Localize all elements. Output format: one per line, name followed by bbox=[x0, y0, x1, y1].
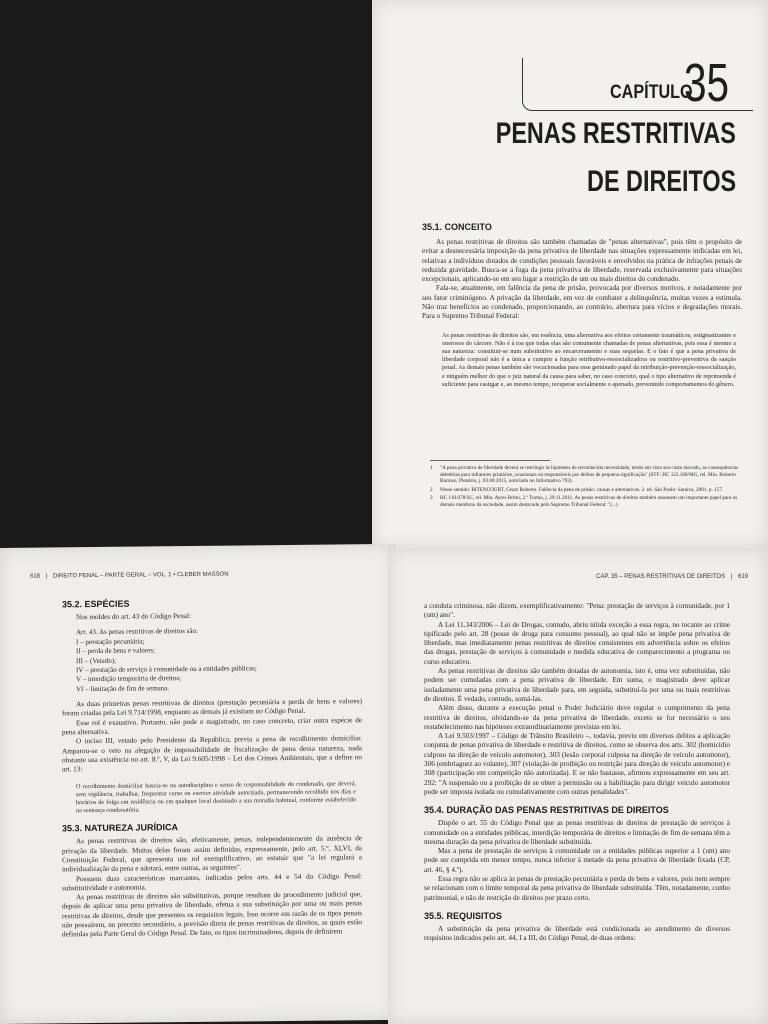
paragraph: A Lei 9.503/1997 – Código de Trânsito Brasileiro –, todavia, previu em diversos delitos a aplicação conjunta de penas privativa de liberdade e restritiva de direitos, como se observa dos arts. 302 (homicídio culposo na direção de veículo automotor), 303 (lesão corporal culposa na direção de veículo automotor), 306 (embriaguez ao volante), 307 (violação de proibição ou restrição para direção de veículo automotor) e 308 (participação em competição não autorizada). E se não bastasse, afirmou expressamente em seu art. 292: "A suspensão ou a proibição de se obter a permissão ou a habilitação para dirigir veículo automotor pode ser imposta isolada ou cumulativamente com outras penalidades". bbox=[424, 732, 730, 796]
footnote bbox=[430, 495, 740, 508]
article-title: Art. 43. As penas restritivas de direitos são: bbox=[76, 627, 198, 637]
block-quote: As penas restritivas de direitos são, em essência, uma alternativa aos efeitos certamente traumáticos, estigmatizantes e onerosos do cárcere. Não é à toa que todas elas são comumente chamadas de penas alternativas, pois essa é mesmo a sua natureza: constituir-se num substitutivo ao encarceramento e suas sequelas. E o fato é que a pena privativa de liberdade corporal não é a única a cumprir a função retributivo-ressocializadora ou restritivo-preventiva da sanção penal. As demais penas também são vocacionadas para esse geminado papel da retribuição-prevenção-ressocialização, e ninguém melhor do que o juiz natural da causa para saber, no caso concreto, qual o tipo alternativo de reprimenda é suficiente para castigar e, ao mesmo tempo, recuperar socialmente o apenado, prevenindo comportamentos do gênero. bbox=[442, 331, 736, 388]
paragraph: Nos moldes do art. 43 do Código Penal: bbox=[76, 611, 191, 622]
article-item: V – interdição temporária de direitos; bbox=[76, 674, 182, 684]
running-header: CAP. 35 – PENAS RESTRITIVAS DE DIREITOS | 619 bbox=[596, 574, 748, 580]
paragraph: Essa regra não se aplica às penas de prestação pecuniária e perda de bens e valores, pois nem sempre se relacionam com o limite temporal da pena privativa de liberdade substituída. Têm, notadamente, cunho patrimonial, e não de restrição de direitos por prazo certo. bbox=[424, 875, 730, 902]
chapter-label: CAPÍTULO bbox=[610, 82, 693, 103]
section-heading: 35.5. REQUISITOS bbox=[424, 910, 502, 921]
paragraph: a conduta criminosa, não dizem, exemplificativamente: "Pena: prestação de serviços à comunidade, por 1 (um) ano". bbox=[424, 602, 730, 620]
right-page-body bbox=[424, 602, 730, 944]
paragraph: As penas restritivas de direitos são substitutivas, porque resultam do procedimento judicial que, depois de aplicar uma pena privativa de liberdade, efetua a sua substituição por uma ou mais penas restritivas de direitos, desde que presentes os requisitos legais. Isso ocorre em razão de os tipos penais não possuírem, no preceito secundário, a previsão direta de penas restritivas de direitos, as quais estão definidas pela Parte Geral do Código Penal. De fato, os tipos incriminadores, depois de definirem bbox=[62, 890, 362, 939]
article-43 bbox=[76, 626, 362, 695]
right-page-619 bbox=[388, 548, 768, 1024]
footnote-number: 3 bbox=[430, 495, 433, 502]
article-item: IV – prestação de serviço à comunidade ou a entidades públicas; bbox=[76, 664, 257, 675]
running-head-text: DIREITO PENAL – PARTE GERAL – VOL. 1 • CLEBER MASSON bbox=[52, 571, 229, 580]
article-item: II – perda de bens e valores; bbox=[76, 646, 155, 656]
footnote bbox=[430, 465, 740, 485]
article-item: I – prestação pecuniária; bbox=[76, 637, 145, 646]
chapter-title-line-2: DE DIREITOS bbox=[586, 165, 736, 198]
section-heading: 35.2. ESPÉCIES bbox=[62, 598, 130, 610]
footnote-text: HC 110.078/SC, rel. Min. Ayres Britto, 2.ª Turma, j. 29.11.2011. As penas restritivas de direitos também assumem um importante papel para os demais membros da sociedade, assim destacado pelo Supremo Tribunal Federal: "(...) bbox=[440, 495, 738, 508]
block-quote: O recolhimento domiciliar baseia-se na autodisciplina e senso de responsabilidade do condenado, que deverá, sem vigilância, trabalhar, frequentar curso ou exercer atividade autorizada, permanecendo recolhido nos dias e horários de folga em residência ou em qualquer local destinado a sua moradia habitual, conforme estabelecido na sentença condenatória. bbox=[76, 779, 356, 815]
footnote-text: Nesse sentido: BITENCOURT, Cezar Roberto. Falência da pena de prisão: causas e alternativas. 2. ed. São Paulo: Saraiva, 2001. p. 157. bbox=[440, 486, 724, 493]
paragraph: Fala-se, atualmente, em falência da pena de prisão, provocada por diversos motivos, e notadamente por seu fator criminógeno. A privação da liberdade, em vez de combater a delinquência, muitas vezes a estimula. Não traz benefícios ao condenado, proporcionando, ao contrário, abertura para vícios e degradações morais. Para o Supremo Tribunal Federal: bbox=[422, 284, 742, 321]
page-number: 619 bbox=[737, 574, 748, 580]
running-head-text: CAP. 35 – PENAS RESTRITIVAS DE DIREITOS bbox=[596, 574, 726, 580]
footnote-number: 2 bbox=[430, 486, 433, 493]
paragraph: As penas restritivas de direitos são também chamadas de "penas alternativas", pois têm o propósito de evitar a desnecessária imposição da pena privativa de liberdade nas situações expressamente indicadas em lei, relativas a indivíduos dotados de condições pessoais favoráveis e envolvidos na prática de infrações penais de reduzida gravidade. Busca-se a fuga da pena privativa de liberdade, reservada exclusivamente para situações excepcionais, aplicando-se em seu lugar a restrição de um ou mais direitos do condenado. bbox=[422, 238, 742, 284]
section-35-1 bbox=[422, 222, 742, 389]
section-heading: 35.3. NATUREZA JURÍDICA bbox=[62, 822, 179, 834]
paragraph: Além disso, durante a execução penal o Poder Judiciário deve regular o cumprimento da pena restritiva de direitos, olvidando-se da pena privativa de liberdade, exceto se for necessário o seu restabelecimento nas hipóteses extraordinariamente previstas em lei. bbox=[424, 704, 730, 731]
chapter-opening-page bbox=[372, 0, 768, 548]
section-heading: 35.4. DURAÇÃO DAS PENAS RESTRITIVAS DE DIREITOS bbox=[424, 805, 669, 816]
footnote-text: "A pena privativa de liberdade deverá se restringir às hipóteses de reconhecida necessidade, tendo em vista seu custo elevado, as consequências deletérias para infratores primários, ocasionais ou responsáveis por delitos de pequena significação" (STF: HC 123.108/MG, rel. Min. Roberto Barroso, Plenário, j. 03.08.2015, noticiado no Informativo 793). bbox=[440, 465, 738, 485]
left-page-618 bbox=[0, 544, 396, 1024]
paragraph: A Lei 11.343/2006 – Lei de Drogas, contudo, abriu nítida exceção a essa regra, no tocante ao crime tipificado pelo art. 28 (posse de droga para consumo pessoal), ao qual não se impõe pena privativa de liberdade, mas imediatamente penas restritivas de direitos consistentes em advertência sobre os efeitos das drogas, prestação de serviços à comunidade e medida educativa de comparecimento a programa ou curso educativo. bbox=[424, 620, 730, 666]
article-item: VI – limitação de fim de semana. bbox=[76, 683, 170, 693]
chapter-number: 35 bbox=[684, 53, 730, 113]
paragraph: Dispõe o art. 55 do Código Penal que as penas restritivas de direitos de prestação de serviços à comunidade ou a entidades públicas, interdição temporária de direitos e limitação de fim de semana têm a mesma duração da pena privativa de liberdade substituída. bbox=[424, 819, 730, 846]
footnotes bbox=[430, 460, 740, 511]
paragraph: Mas a pena de prestação de serviços à comunidade ou a entidades públicas superior a 1 (um) ano pode ser cumprida em menor tempo, nunca inferior à metade da pena privativa de liberdade fixada (CP, art. 46, § 4.º). bbox=[424, 847, 730, 874]
paragraph: Esse rol é exaustivo. Portanto, não pode o magistrado, no caso concreto, criar outra espécie de pena alternativa. bbox=[62, 715, 362, 737]
article-item: III – (Vetado); bbox=[76, 656, 117, 665]
left-page-body bbox=[62, 596, 362, 940]
paragraph: O inciso III, vetado pelo Presidente da República, previa a pena de recolhimento domiciliar. Amparou-se o veto na alegação de impossibilidade de fiscalização de pena dessa natureza, nada obstante sua existência no art. 8.º, V, da Lei 9.605/1998 – Lei dos Crimes Ambientais, que a define no art. 13: bbox=[62, 734, 362, 774]
paragraph: As duas primeiras penas restritivas de direitos (prestação pecuniária e perda de bens e valores) foram criadas pela Lei 9.714/1998, enquanto as demais já existiam no Código Penal. bbox=[62, 697, 362, 718]
paragraph: As penas restritivas de direitos são, efetivamente, penas, independentemente da ausência de privação da liberdade. Muitas delas foram assim definidas, expressamente, pelo art. 5.º, XLVI, da Constituição Federal, que apresenta um rol exemplificativo, ao estatuir que "a lei regulará a individualização da pena e adotará, entre outras, as seguintes". bbox=[62, 834, 362, 874]
page-number: 618 bbox=[30, 573, 41, 580]
section-heading: 35.1. CONCEITO bbox=[422, 222, 492, 232]
footnote-rule bbox=[430, 460, 550, 461]
paragraph: Possuem duas características marcantes, indicadas pelos arts. 44 e 54 do Código Penal: substitutividade e autonomia. bbox=[62, 871, 362, 893]
chapter-title-line-1: PENAS RESTRITIVAS bbox=[495, 117, 736, 150]
paragraph: As penas restritivas de direitos são também dotadas de autonomia, isto é, uma vez substituídas, não podem ser cumuladas com a pena privativa de liberdade. Em suma, o magistrado deve aplicar isoladamente uma pena privativa de liberdade para, em seguida, substituí-la por uma ou mais restritivas de direitos. É vedado, contudo, somá-las. bbox=[424, 667, 730, 703]
footnote-number: 1 bbox=[430, 465, 433, 471]
running-header: 618 | DIREITO PENAL – PARTE GERAL – VOL. 1 • CLEBER MASSON bbox=[30, 571, 229, 580]
footnote bbox=[430, 487, 740, 494]
paragraph: A substituição da pena privativa de liberdade está condicionada ao atendimento de diversos requisitos indicados pelo art. 44, I a III, do Código Penal, de duas ordens: bbox=[424, 924, 730, 943]
